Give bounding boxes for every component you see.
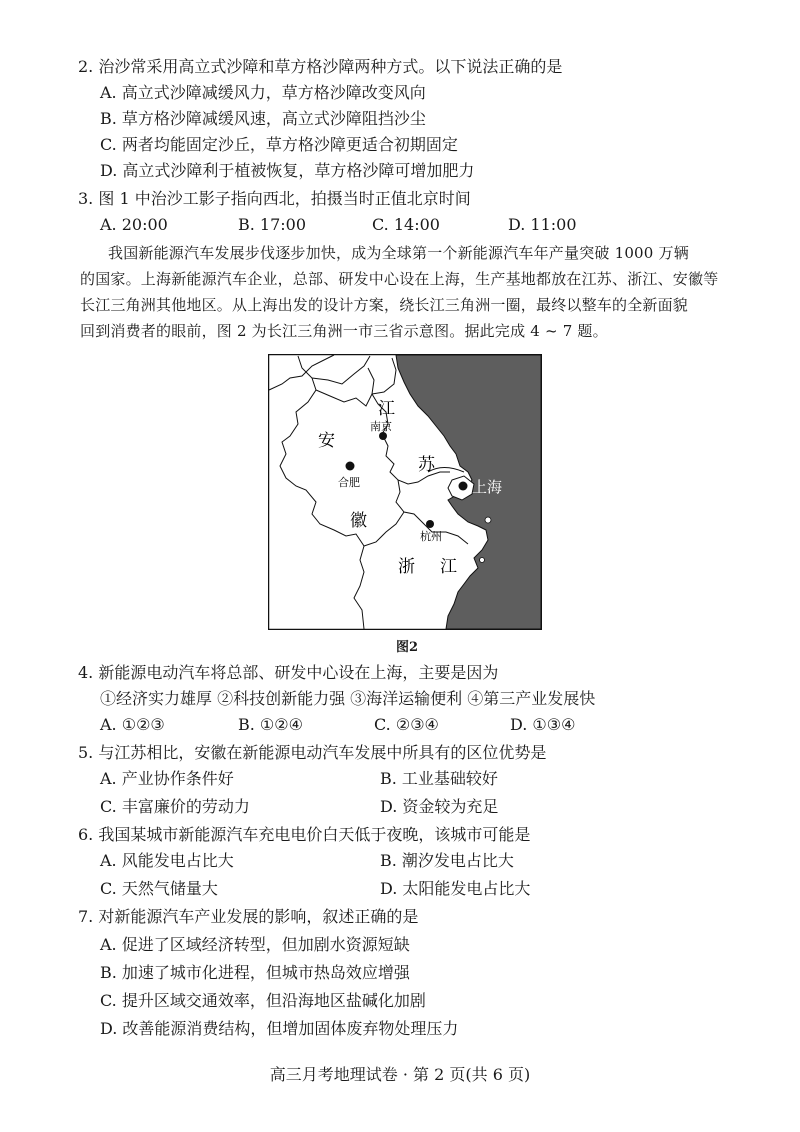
question-5-option-c: C. 丰富廉价的劳动力 [100, 797, 250, 816]
question-7-option-d: D. 改善能源消费结构，但增加固体废弃物处理压力 [100, 1019, 459, 1038]
question-5-stem: 5. 与江苏相比，安徽在新能源电动汽车发展中所具有的区位优势是 [78, 743, 547, 762]
question-4-option-a: A. ①②③ [100, 715, 165, 734]
label-hangzhou: 杭州 [420, 530, 442, 543]
label-su: 苏 [418, 455, 435, 475]
question-3-option-d: D. 11:00 [508, 215, 577, 234]
passage-line-2: 的国家。上海新能源汽车企业，总部、研发中心设在上海，生产基地都放在江苏、浙江、安徽等 [80, 270, 719, 288]
question-4-option-c: C. ②③④ [374, 715, 439, 734]
question-4-reasons: ①经济实力雄厚 ②科技创新能力强 ③海洋运输便利 ④第三产业发展快 [100, 689, 596, 708]
question-4-stem: 4. 新能源电动汽车将总部、研发中心设在上海，主要是因为 [78, 663, 499, 682]
question-3-option-c: C. 14:00 [372, 215, 440, 234]
question-6-option-a: A. 风能发电占比大 [100, 851, 234, 870]
question-6-stem: 6. 我国某城市新能源汽车充电电价白天低于夜晚，该城市可能是 [78, 825, 531, 844]
question-5-option-a: A. 产业协作条件好 [100, 769, 234, 788]
question-2-option-a: A. 高立式沙障减缓风力，草方格沙障改变风向 [100, 83, 426, 102]
question-3-option-a: A. 20:00 [100, 215, 168, 234]
label-hui: 徽 [350, 511, 367, 531]
hefei-dot [346, 462, 355, 471]
question-6-option-d: D. 太阳能发电占比大 [380, 879, 531, 898]
label-shanghai: 上海 [472, 478, 503, 496]
label-nanjing: 南京 [370, 420, 392, 433]
label-an: 安 [318, 431, 335, 451]
label-hefei: 合肥 [338, 476, 360, 489]
question-2-option-c: C. 两者均能固定沙丘，草方格沙障更适合初期固定 [100, 135, 458, 154]
question-4-option-b: B. ①②④ [238, 715, 303, 734]
question-2-stem: 2. 治沙常采用高立式沙障和草方格沙障两种方式。以下说法正确的是 [78, 57, 563, 76]
question-5-option-b: B. 工业基础较好 [380, 769, 498, 788]
question-2-option-d: D. 高立式沙障利于植被恢复，草方格沙障可增加肥力 [100, 161, 475, 180]
yangtze-delta-map [268, 354, 542, 630]
nanjing-dot [379, 432, 387, 440]
figure-2-caption: 图2 [396, 640, 419, 655]
passage-line-4: 回到消费者的眼前，图 2 为长江三角洲一市三省示意图。据此完成 4 ~ 7 题。 [80, 322, 608, 340]
page-footer: 高三月考地理试卷 · 第 2 页(共 6 页) [269, 1065, 531, 1084]
question-7-option-b: B. 加速了城市化进程，但城市热岛效应增强 [100, 963, 410, 982]
label-jiang-2: 江 [440, 557, 457, 577]
question-3-option-b: B. 17:00 [238, 215, 307, 234]
question-6-option-b: B. 潮汐发电占比大 [380, 851, 514, 870]
question-7-option-c: C. 提升区域交通效率，但沿海地区盐碱化加剧 [100, 991, 426, 1010]
question-7-stem: 7. 对新能源汽车产业发展的影响，叙述正确的是 [78, 907, 419, 926]
hangzhou-dot [426, 520, 434, 528]
question-2-option-b: B. 草方格沙障减缓风速，高立式沙障阻挡沙尘 [100, 109, 426, 128]
passage-line-1: 我国新能源汽车发展步伐逐步加快，成为全球第一个新能源汽车年产量突破 1000 万辆 [108, 244, 689, 262]
question-3-stem: 3. 图 1 中治沙工影子指向西北，拍摄当时正值北京时间 [78, 189, 471, 208]
question-5-option-d: D. 资金较为充足 [380, 797, 499, 816]
label-jiang-1: 江 [378, 399, 395, 419]
question-7-option-a: A. 促进了区域经济转型，但加剧水资源短缺 [100, 935, 410, 954]
shanghai-dot [459, 482, 468, 491]
passage-line-3: 长江三角洲其他地区。从上海出发的设计方案，绕长江三角洲一圈，最终以整车的全新面貌 [80, 296, 689, 314]
question-4-option-d: D. ①③④ [510, 715, 576, 734]
label-zhe: 浙 [398, 557, 415, 577]
question-6-option-c: C. 天然气储量大 [100, 879, 218, 898]
